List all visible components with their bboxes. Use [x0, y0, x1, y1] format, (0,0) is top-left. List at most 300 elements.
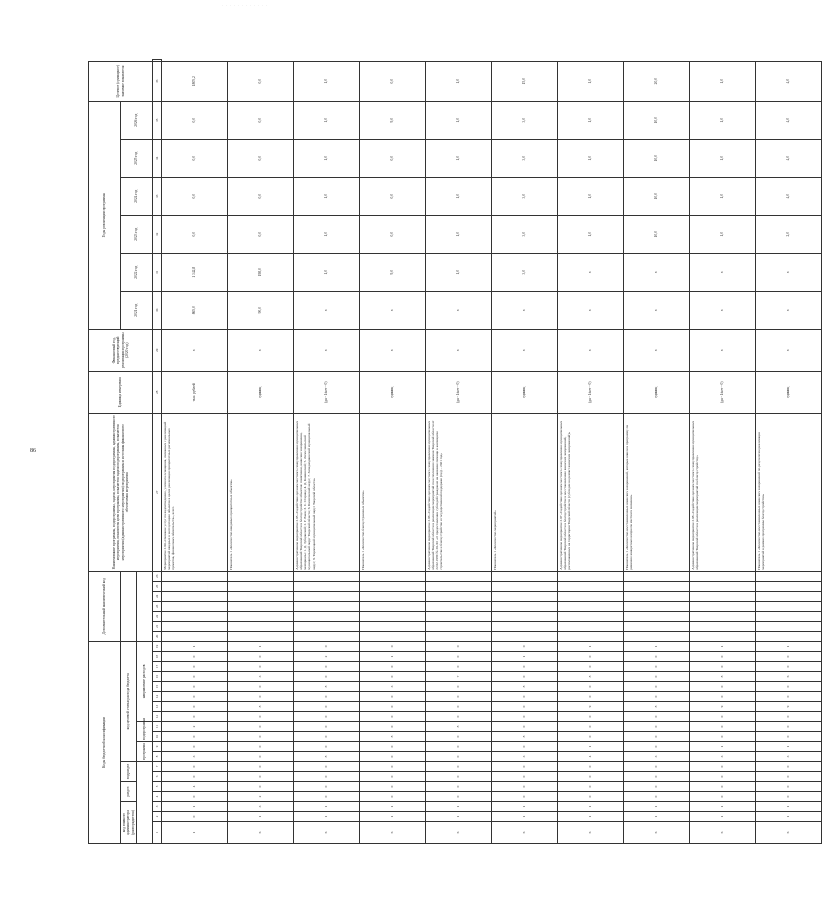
code-digit	[360, 601, 426, 611]
row-value: 10,0	[624, 101, 690, 139]
row-value: х	[558, 291, 624, 329]
section-header: раздел	[121, 782, 137, 802]
code-digit	[690, 611, 756, 621]
code-digit: 0	[294, 722, 360, 732]
column-number: 8	[153, 752, 162, 762]
column-number: 13	[153, 702, 162, 712]
code-digit: 8	[492, 732, 558, 742]
code-digit: 0	[624, 682, 690, 692]
table-row	[492, 60, 558, 844]
code-digit: 1	[426, 812, 492, 822]
code-digit: 0	[228, 682, 294, 692]
code-digit: 0	[360, 641, 426, 651]
code-digit: 1	[360, 812, 426, 822]
code-digit	[624, 611, 690, 621]
code-digit: 0	[360, 792, 426, 802]
code-digit	[294, 581, 360, 591]
code-digit: 0	[624, 742, 690, 752]
column-number: 18	[153, 652, 162, 662]
column-number: 27	[153, 413, 162, 571]
code-digit: 0	[624, 792, 690, 802]
row-value: 10,0	[624, 215, 690, 253]
code-digit: 0	[162, 692, 228, 702]
column-number: 3	[153, 802, 162, 812]
code-digit: 7	[426, 672, 492, 682]
row-fin-year: х	[558, 329, 624, 371]
code-digit	[360, 611, 426, 621]
row-value: 1805,2	[162, 61, 228, 101]
row-value: 865,0	[162, 291, 228, 329]
code-digit	[294, 601, 360, 611]
row-value: 15,0	[492, 61, 558, 101]
column-number: 12	[153, 712, 162, 722]
column-number: 31	[153, 253, 162, 291]
code-digit: 8	[690, 672, 756, 682]
code-digit: 1	[756, 802, 822, 812]
code-digit: 3	[690, 752, 756, 762]
code-digit: 0	[162, 762, 228, 772]
code-digit: 0	[426, 762, 492, 772]
code-digit: 0	[756, 722, 822, 732]
code-digit: 0	[558, 712, 624, 722]
code-digit	[756, 591, 822, 601]
code-digit: 6	[360, 822, 426, 844]
column-number: 23	[153, 601, 162, 611]
code-digit: 9	[756, 702, 822, 712]
code-digit: 0	[558, 652, 624, 662]
row-name: Показатель 1 «Количество восстановленных воинских захоронений, которые вошли в программу по решению конкретных вопросов местного значения»	[624, 413, 690, 571]
code-digit: 0	[624, 772, 690, 782]
row-value: 1,0	[426, 139, 492, 177]
code-digit: 1	[624, 641, 690, 651]
code-digit	[690, 581, 756, 591]
row-value: 1,0	[294, 177, 360, 215]
code-digit: 0	[558, 732, 624, 742]
column-number: 24	[153, 591, 162, 601]
row-value: 4,0	[756, 61, 822, 101]
row-value: 1,0	[426, 61, 492, 101]
program-header: программа	[137, 742, 153, 762]
code-digit	[228, 581, 294, 591]
code-digit: 0	[756, 792, 822, 802]
column-number: 1	[153, 822, 162, 844]
row-value: 20,0	[624, 61, 690, 101]
code-digit	[228, 611, 294, 621]
row-value: 10,0	[624, 139, 690, 177]
code-digit: 3	[228, 672, 294, 682]
code-digit	[756, 571, 822, 581]
row-value: 1,0	[426, 101, 492, 139]
code-digit: 0	[756, 762, 822, 772]
code-digit	[558, 571, 624, 581]
code-digit: 1	[690, 742, 756, 752]
extra-code-blank	[121, 571, 137, 641]
code-digit: 0	[426, 641, 492, 651]
code-digit: 0	[228, 742, 294, 752]
code-digit: 0	[162, 812, 228, 822]
code-digit: 0	[294, 742, 360, 752]
code-digit	[492, 631, 558, 641]
code-digit: 0	[228, 762, 294, 772]
code-digit	[492, 571, 558, 581]
code-digit	[624, 601, 690, 611]
row-value: 3,0	[492, 139, 558, 177]
code-digit: 1	[228, 641, 294, 651]
row-value: 0,0	[228, 139, 294, 177]
row-value: х	[492, 291, 558, 329]
column-number: 35	[153, 101, 162, 139]
code-digit: 0	[294, 772, 360, 782]
row-value: 0,0	[228, 101, 294, 139]
code-digit: 1	[492, 812, 558, 822]
code-digit: 6	[492, 822, 558, 844]
code-digit: 0	[228, 692, 294, 702]
code-digit: 0	[558, 692, 624, 702]
code-digit: 0	[624, 712, 690, 722]
row-unit: единиц	[624, 371, 690, 413]
extra-analytic-header: Дополнительный аналитический код	[89, 571, 121, 641]
code-digit: 2	[162, 722, 228, 732]
row-value: 0,0	[162, 101, 228, 139]
row-value: х	[294, 291, 360, 329]
code-digit: 0	[492, 772, 558, 782]
code-digit	[162, 621, 228, 631]
table-row	[426, 60, 492, 844]
code-digit: 0	[360, 692, 426, 702]
row-value: 9,0	[360, 253, 426, 291]
code-digit	[492, 621, 558, 631]
code-digit: 0	[690, 652, 756, 662]
code-digit: 0	[558, 682, 624, 692]
column-number: 33	[153, 177, 162, 215]
code-digit: 1	[558, 812, 624, 822]
code-digit: 0	[228, 722, 294, 732]
code-digit: 1	[756, 812, 822, 822]
code-digit: 0	[690, 792, 756, 802]
code-digit: 0	[426, 752, 492, 762]
code-digit: 0	[426, 652, 492, 662]
column-number: 22	[153, 611, 162, 621]
row-value: 1,0	[426, 253, 492, 291]
code-digit	[426, 591, 492, 601]
year-2022-header: 2022 год	[121, 253, 153, 291]
code-digit: 6	[690, 822, 756, 844]
row-value: 1,0	[690, 101, 756, 139]
code-digit: 1	[756, 742, 822, 752]
code-digit: 0	[558, 772, 624, 782]
table-row	[690, 60, 756, 844]
code-digit: 0	[492, 692, 558, 702]
row-unit: (да - 1/нет - 0)	[294, 371, 360, 413]
code-digit: 9	[690, 702, 756, 712]
code-digit	[624, 631, 690, 641]
code-digit: 0	[492, 762, 558, 772]
code-digit: 3	[360, 682, 426, 692]
code-digit: 0	[294, 792, 360, 802]
row-unit: (да - 1/нет - 0)	[558, 371, 624, 413]
code-digit	[492, 591, 558, 601]
column-number: 34	[153, 139, 162, 177]
code-digit: 0	[624, 672, 690, 682]
code-digit: 0	[294, 782, 360, 792]
row-value: 9,0	[360, 101, 426, 139]
column-number: 28	[153, 371, 162, 413]
code-digit: 0	[624, 652, 690, 662]
code-digit: 0	[492, 641, 558, 651]
code-digit: 6	[756, 822, 822, 844]
row-name: Административное мероприятие 2.06 «Содействие органам местного самоуправления муниципальных образований Тверской области в реализации мероприятий по исполнению законов Тверской области от 22.02.1999 № 20-ЗО «О предоставлении субсидий гражданам на оказание помощи в жилищном строительстве и благоустройстве и государственной поддержке (год) – 2021 год»	[426, 413, 492, 571]
target-header: Целевое (суммарное) значение показателя	[89, 61, 153, 101]
code-digit: 0	[426, 682, 492, 692]
code-digit: 0	[624, 782, 690, 792]
code-digit	[162, 581, 228, 591]
code-digit: 3	[162, 752, 228, 762]
row-value: 198,0	[228, 253, 294, 291]
row-value: х	[624, 291, 690, 329]
code-digit: 0	[360, 742, 426, 752]
code-digit: 0	[162, 662, 228, 672]
code-digit: 0	[162, 702, 228, 712]
code-digit	[558, 581, 624, 591]
row-value: 1,0	[294, 215, 360, 253]
code-digit	[228, 631, 294, 641]
column-number: 11	[153, 722, 162, 732]
code-digit: 8	[294, 752, 360, 762]
code-digit: 6	[426, 822, 492, 844]
code-digit	[360, 631, 426, 641]
code-digit: 2	[228, 792, 294, 802]
code-digit	[360, 621, 426, 631]
code-digit: 8	[558, 672, 624, 682]
row-value: 1,0	[294, 61, 360, 101]
row-value: х	[690, 291, 756, 329]
code-digit: 0	[624, 732, 690, 742]
fin-year-header: Финансовый год, предшествующий реализации программы (2020 год)	[89, 329, 153, 371]
name-header: Наименование программы, подпрограммы, задачи, мероприятия подпрограммы, административного мероприятия, показателя цели программы, показателя задачи подпрограммы, показателя мероприятия (административного мероприятия) подпрограммы и источник финансового обеспечения мероприятия	[89, 413, 153, 571]
code-digit: 0	[756, 782, 822, 792]
row-value: 0,0	[162, 215, 228, 253]
row-value: 1,0	[558, 61, 624, 101]
column-number: 17	[153, 662, 162, 672]
code-digit	[162, 601, 228, 611]
row-value: 1,0	[558, 215, 624, 253]
code-digit	[162, 571, 228, 581]
code-digit	[426, 581, 492, 591]
page-number: 86	[30, 448, 36, 454]
code-digit: 0	[228, 732, 294, 742]
code-digit: 0	[492, 662, 558, 672]
code-digit: 8	[360, 732, 426, 742]
row-fin-year: х	[228, 329, 294, 371]
code-digit: 8	[624, 702, 690, 712]
code-digit: 1	[690, 802, 756, 812]
code-digit: 0	[756, 712, 822, 722]
code-digit: 0	[624, 722, 690, 732]
code-digit: 0	[690, 662, 756, 672]
row-fin-year: х	[690, 329, 756, 371]
row-value: х	[624, 253, 690, 291]
code-digit: 1	[162, 641, 228, 651]
code-digit: 1	[228, 812, 294, 822]
code-digit	[162, 631, 228, 641]
code-digit: 0	[756, 732, 822, 742]
code-digit: 4	[558, 752, 624, 762]
code-digit	[228, 601, 294, 611]
row-value: 1,0	[558, 139, 624, 177]
row-value: 1,0	[294, 139, 360, 177]
code-digit: 6	[228, 822, 294, 844]
row-value: 1,0	[294, 101, 360, 139]
row-value: 0,0	[360, 215, 426, 253]
table-body	[162, 60, 822, 844]
code-digit: 1	[558, 742, 624, 752]
row-value: 0,0	[228, 61, 294, 101]
code-digit: 0	[360, 702, 426, 712]
code-digit: 1	[492, 652, 558, 662]
row-value: 1,0	[426, 177, 492, 215]
row-value: 0,0	[228, 215, 294, 253]
row-value: 4,0	[756, 177, 822, 215]
code-digit: 0	[162, 772, 228, 782]
row-value: 1,0	[690, 215, 756, 253]
code-digit: 1	[624, 802, 690, 812]
code-digit: 0	[426, 692, 492, 702]
code-digit: 6	[624, 822, 690, 844]
code-digit: 0	[492, 702, 558, 712]
code-digit: 0	[228, 782, 294, 792]
code-digit	[360, 571, 426, 581]
code-digit: 0	[756, 652, 822, 662]
row-fin-year: х	[624, 329, 690, 371]
code-digit: 1	[162, 802, 228, 812]
row-name: Показатель 1 «Количество вводимых приоритетных объектов»	[228, 413, 294, 571]
code-digit	[294, 621, 360, 631]
code-digit: 0	[426, 792, 492, 802]
direction-header: направление расходов	[137, 641, 153, 721]
code-digit: 8	[426, 722, 492, 732]
code-digit: 0	[690, 692, 756, 702]
code-digit: 0	[624, 762, 690, 772]
codes-blank	[137, 762, 153, 844]
code-digit	[624, 591, 690, 601]
row-fin-year: х	[756, 329, 822, 371]
code-digit: 0	[294, 762, 360, 772]
code-digit: 0	[294, 641, 360, 651]
code-digit: 0	[690, 722, 756, 732]
code-digit: 0	[492, 742, 558, 752]
row-value: х	[558, 253, 624, 291]
row-value: 0,0	[360, 139, 426, 177]
code-digit	[492, 611, 558, 621]
code-digit	[624, 571, 690, 581]
row-name: Показатель 1 «Количество восстановленных воинских захоронений по результатам реализации мероприятий в рамках программы благоустройства»	[756, 413, 822, 571]
column-number: 32	[153, 215, 162, 253]
row-name: Административное мероприятие 2.07 «Содействие органам местного самоуправления муниципальных образований Тверской области в благоустройстве и восстановлению воинских захоронений, расположенных на территории Тверской области (субсидии на ремонт воинских захоронений)»	[558, 413, 624, 571]
code-digit: 0	[690, 772, 756, 782]
code-digit: 1	[756, 641, 822, 651]
code-digit: 0	[294, 712, 360, 722]
code-digit	[162, 611, 228, 621]
year-2026-header: 2026 год	[121, 101, 153, 139]
code-digit: 6	[756, 672, 822, 682]
row-name: Показатель 1 «Количество мероприятий»	[492, 413, 558, 571]
code-digit	[690, 601, 756, 611]
row-value: х	[426, 291, 492, 329]
row-name: Мероприятие 2.04 «Оказание услуг по водоотведению, уличного освещения, связанных с реализацией мероприятий вводных в эксплуатацию объектов в целях реализации приоритетных региональных проектов, финансовых обязательств», всего	[162, 413, 228, 571]
code-digit: 0	[294, 732, 360, 742]
code-digit	[426, 601, 492, 611]
code-digit: 0	[690, 712, 756, 722]
row-value: 1,0	[690, 177, 756, 215]
code-digit: 0	[492, 712, 558, 722]
code-digit	[228, 591, 294, 601]
code-digit: 0	[228, 652, 294, 662]
code-digit: 9	[558, 702, 624, 712]
code-digit: 0	[690, 782, 756, 792]
code-digit: 0	[360, 712, 426, 722]
column-number: 6	[153, 772, 162, 782]
row-unit: тыс. рублей	[162, 371, 228, 413]
row-value: 1 342,8	[162, 253, 228, 291]
program-table-rotated	[88, 59, 791, 844]
row-value: х	[756, 253, 822, 291]
column-number	[153, 60, 162, 62]
code-digit: 0	[492, 722, 558, 732]
code-digit: 1	[690, 812, 756, 822]
table-row	[360, 60, 426, 844]
extra-code-blank-2	[137, 571, 153, 641]
row-fin-year: х	[426, 329, 492, 371]
code-digit: 0	[162, 792, 228, 802]
column-number: 7	[153, 762, 162, 772]
column-number: 2	[153, 812, 162, 822]
years-group-header: Годы реализации программы	[89, 101, 121, 329]
code-digit: 0	[558, 792, 624, 802]
code-digit	[558, 591, 624, 601]
column-number: 10	[153, 732, 162, 742]
row-value: 3,0	[492, 101, 558, 139]
column-number: 21	[153, 621, 162, 631]
code-digit: 0	[294, 702, 360, 712]
column-number: 9	[153, 742, 162, 752]
row-fin-year: х	[360, 329, 426, 371]
code-digit: 0	[228, 712, 294, 722]
code-digit: 0	[162, 682, 228, 692]
code-digit: 0	[162, 742, 228, 752]
row-value: х	[360, 291, 426, 329]
budget-codes-header: Коды бюджетной классификации	[89, 641, 121, 843]
row-value: 0,0	[162, 177, 228, 215]
code-digit: 0	[558, 762, 624, 772]
code-digit	[426, 611, 492, 621]
code-digit	[756, 621, 822, 631]
code-digit	[492, 601, 558, 611]
code-digit: 0	[756, 662, 822, 672]
column-numbers-row	[153, 60, 162, 844]
row-value: 1,0	[294, 253, 360, 291]
code-digit	[756, 631, 822, 641]
code-digit	[360, 581, 426, 591]
code-digit: 1	[360, 652, 426, 662]
column-number: 29	[153, 329, 162, 371]
code-digit: 0	[690, 762, 756, 772]
year-2024-header: 2024 год	[121, 177, 153, 215]
code-digit: 3	[756, 752, 822, 762]
code-digit: 0	[426, 702, 492, 712]
code-digit: 0	[228, 752, 294, 762]
code-digit	[228, 621, 294, 631]
code-digit: 1	[294, 812, 360, 822]
